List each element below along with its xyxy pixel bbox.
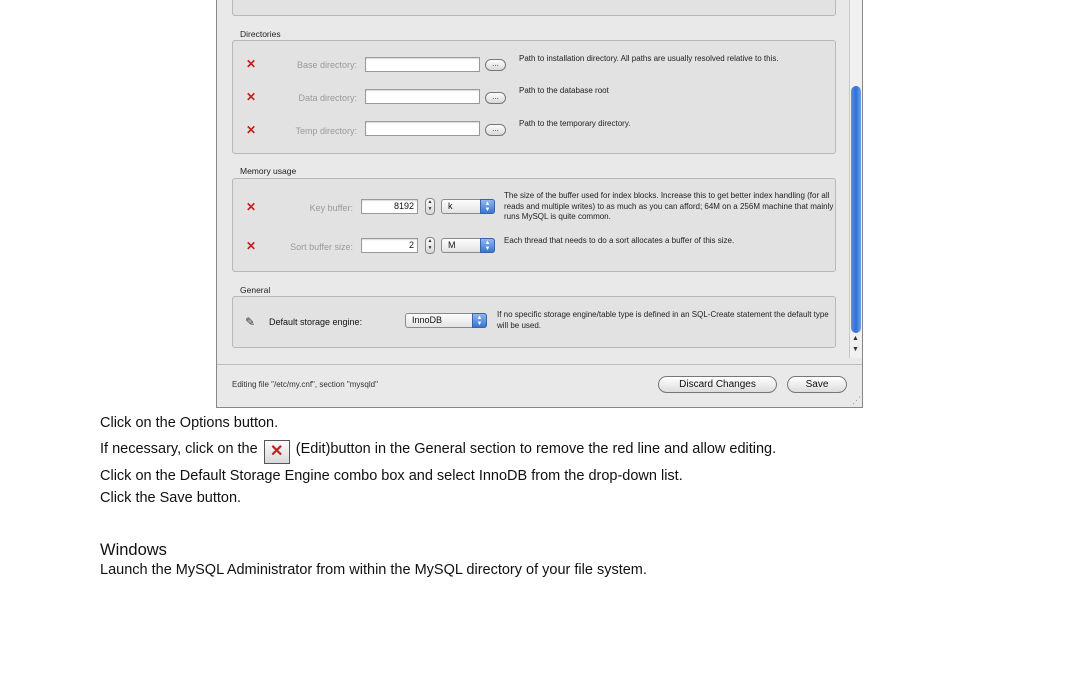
temp-dir-description: Path to the temporary directory.	[519, 119, 631, 128]
storage-engine-description: If no specific storage engine/table type is defined in an SQL-Create statement the default type will be used.	[497, 310, 829, 330]
sort-buffer-description: Each thread that needs to do a sort allocates a buffer of this size.	[504, 236, 735, 245]
save-button[interactable]: Save	[787, 376, 847, 393]
key-buffer-unit-value: k	[448, 201, 453, 211]
edit-x-icon: ✕	[264, 440, 290, 464]
network-group-remnant	[232, 0, 836, 16]
key-buffer-unit-select[interactable]	[441, 199, 495, 214]
sort-buffer-unit-select[interactable]	[441, 238, 495, 253]
base-dir-label: Base directory:	[296, 60, 357, 70]
key-buffer-disabled-x-icon[interactable]: ✕	[245, 200, 257, 214]
scroll-down-arrow-icon[interactable]: ▼	[852, 346, 859, 353]
data-dir-disabled-x-icon[interactable]: ✕	[245, 90, 257, 104]
windows-heading: Windows	[100, 541, 167, 559]
temp-dir-label: Temp directory:	[295, 126, 357, 136]
storage-engine-select[interactable]	[405, 313, 487, 328]
storage-engine-value: InnoDB	[412, 315, 443, 325]
step-edit-text-after: (Edit)button in the General section to remove the red line and allow editing.	[295, 441, 777, 457]
step-edit-text-before: If necessary, click on the	[100, 441, 258, 457]
key-buffer-input[interactable]: 8192	[361, 199, 418, 214]
step-options-button: Click on the Options button.	[100, 415, 279, 431]
scrollbar-thumb[interactable]	[851, 86, 861, 333]
discard-changes-button[interactable]: Discard Changes	[658, 376, 777, 393]
key-buffer-stepper[interactable]: ▲ ▼	[425, 198, 435, 215]
base-dir-disabled-x-icon[interactable]: ✕	[245, 57, 257, 71]
general-group	[232, 296, 836, 348]
vertical-scrollbar[interactable]	[849, 0, 862, 358]
data-dir-browse-button[interactable]: ...	[485, 92, 506, 104]
options-window-screenshot	[216, 0, 863, 408]
storage-engine-label: Default storage engine:	[269, 317, 363, 327]
temp-dir-input[interactable]	[365, 121, 480, 136]
step-storage-engine: Click on the Default Storage Engine combo box and select InnoDB from the drop-down list.	[100, 468, 683, 484]
scroll-up-arrow-icon[interactable]: ▲	[852, 335, 859, 342]
temp-dir-browse-button[interactable]: ...	[485, 124, 506, 136]
pencil-icon[interactable]: ✎	[245, 315, 256, 329]
base-dir-input[interactable]	[365, 57, 480, 72]
select-arrows-icon: ▲ ▼	[480, 238, 495, 253]
base-dir-description: Path to installation directory. All paths are usually resolved relative to this.	[519, 54, 779, 63]
memory-group	[232, 178, 836, 272]
base-dir-browse-button[interactable]: ...	[485, 59, 506, 71]
memory-section-title: Memory usage	[240, 166, 297, 176]
footer-divider	[217, 364, 862, 365]
resize-grip-icon[interactable]: ⋰	[852, 395, 861, 405]
sort-buffer-unit-value: M	[448, 240, 456, 250]
temp-dir-disabled-x-icon[interactable]: ✕	[245, 123, 257, 137]
directories-section-title: Directories	[240, 29, 281, 39]
select-arrows-icon: ▲ ▼	[472, 313, 487, 328]
select-arrows-icon: ▲ ▼	[480, 199, 495, 214]
data-dir-input[interactable]	[365, 89, 480, 104]
data-dir-description: Path to the database root	[519, 86, 609, 95]
sort-buffer-stepper[interactable]: ▲ ▼	[425, 237, 435, 254]
editing-file-status: Editing file "/etc/my.cnf", section "mysqld"	[232, 380, 378, 389]
key-buffer-label: Key buffer:	[309, 203, 353, 213]
step-save: Click the Save button.	[100, 490, 242, 506]
step-edit-button	[100, 440, 776, 464]
windows-instruction: Launch the MySQL Administrator from within the MySQL directory of your file system.	[100, 562, 647, 578]
sort-buffer-label: Sort buffer size:	[290, 242, 353, 252]
data-dir-label: Data directory:	[298, 93, 357, 103]
directories-group	[232, 40, 836, 154]
key-buffer-description: The size of the buffer used for index blocks. Increase this to get better index handling (for all reads and multiple writes) to as much as you can afford; 64M on a 256M machine that mainly runs MySQL is quite common.	[504, 191, 834, 221]
sort-buffer-input[interactable]: 2	[361, 238, 418, 253]
sort-buffer-disabled-x-icon[interactable]: ✕	[245, 239, 257, 253]
general-section-title: General	[240, 285, 271, 295]
